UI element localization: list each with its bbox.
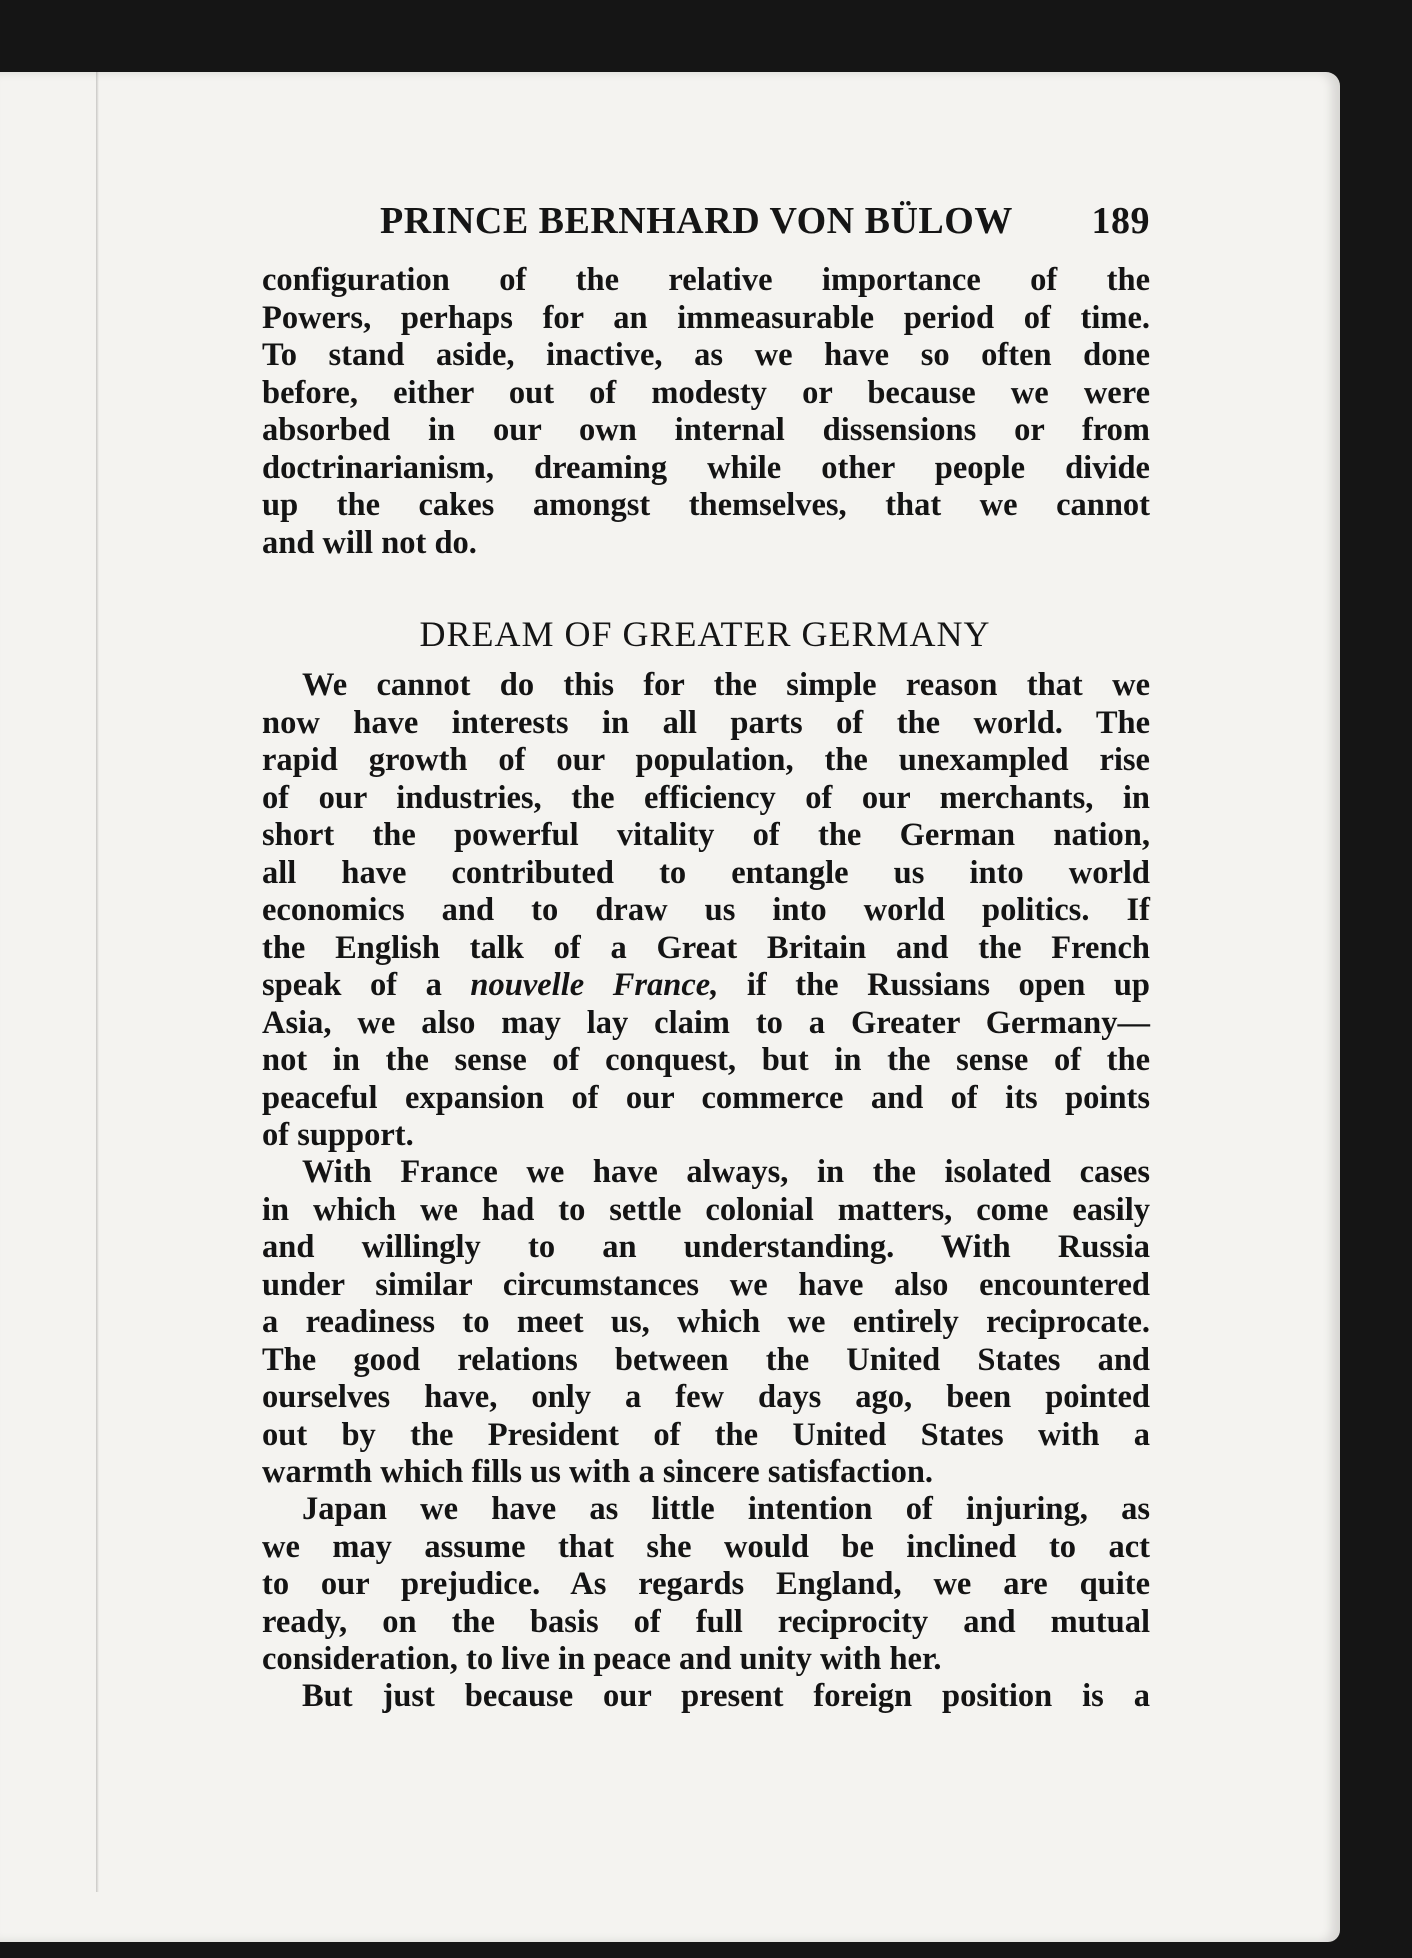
text-line: ready, on the basis of full reciprocity and mutual <box>262 1603 1150 1640</box>
text-line: absorbed in our own internal dissensions or from <box>262 412 1150 448</box>
text-line: Powers, perhaps for an immeasurable period of time. <box>262 299 1150 336</box>
paragraph-relations <box>262 1154 1150 1492</box>
text-line: we may assume that she would be inclined to act <box>262 1528 1150 1565</box>
text-line: the English talk of a Great Britain and the French <box>262 929 1150 966</box>
text-line: The good relations between the United States and <box>262 1341 1150 1378</box>
text-line: out by the President of the United States with a <box>262 1416 1150 1453</box>
text-line: With France we have always, in the isolated cases <box>302 1154 1150 1190</box>
paragraph-continuation <box>262 262 1150 562</box>
text-line: doctrinarianism, dreaming while other people divide <box>262 449 1150 486</box>
italic-phrase: nouvelle France, <box>470 967 719 1003</box>
text-line: before, either out of modesty or because we were <box>262 374 1150 411</box>
page-binding-shadow <box>96 72 99 1892</box>
text-line: up the cakes amongst themselves, that we cannot <box>262 487 1150 523</box>
text-line: ourselves have, only a few days ago, been pointed <box>262 1379 1150 1415</box>
paragraph-greater-germany <box>262 667 1150 1155</box>
text-line: in which we had to settle colonial matters, come easily <box>262 1191 1150 1228</box>
text-line: peaceful expansion of our commerce and of its points <box>262 1079 1150 1116</box>
text-line: not in the sense of conquest, but in the sense of the <box>262 1042 1150 1078</box>
text-fragment: if the Russians open up <box>718 967 1151 1003</box>
paragraph-japan-england <box>262 1491 1150 1679</box>
text-line: a readiness to meet us, which we entirely reciprocate. <box>262 1304 1150 1340</box>
text-line: and willingly to an understanding. With Russia <box>262 1229 1150 1265</box>
text-line: configuration of the relative importance of the <box>262 262 1150 298</box>
paragraph-final <box>262 1678 1150 1716</box>
page-number: 189 <box>1091 200 1150 242</box>
text-line: rapid growth of our population, the unexampled rise <box>262 742 1150 778</box>
text-line: all have contributed to entangle us into world <box>262 854 1150 891</box>
text-line: Japan we have as little intention of injuring, as <box>302 1491 1150 1527</box>
text-line: to our prejudice. As regards England, we are quite <box>262 1566 1150 1602</box>
running-header <box>380 199 1150 243</box>
text-line: To stand aside, inactive, as we have so often done <box>262 337 1150 373</box>
text-line: short the powerful vitality of the German nation, <box>262 817 1150 853</box>
text-line: Asia, we also may lay claim to a Greater Germany— <box>262 1004 1150 1041</box>
text-line: and will not do. <box>262 524 477 561</box>
text-line: of support. <box>262 1117 414 1153</box>
text-line: warmth which fills us with a sincere satisfaction. <box>262 1454 934 1490</box>
text-line: economics and to draw us into world politics. If <box>262 892 1150 928</box>
text-line: We cannot do this for the simple reason that we <box>302 667 1150 703</box>
text-fragment: speak of a <box>262 967 471 1003</box>
text-line: of our industries, the efficiency of our merchants, in <box>262 779 1150 816</box>
text-line <box>262 967 1150 1005</box>
text-line: under similar circumstances we have also encountered <box>262 1266 1150 1303</box>
text-line: consideration, to live in peace and unity with her. <box>262 1641 942 1677</box>
text-line: now have interests in all parts of the world. The <box>262 704 1150 741</box>
running-title: PRINCE BERNHARD VON BÜLOW <box>380 200 1013 242</box>
section-heading: DREAM OF GREATER GERMANY <box>419 614 991 654</box>
text-line: But just because our present foreign position is a <box>302 1678 1150 1714</box>
